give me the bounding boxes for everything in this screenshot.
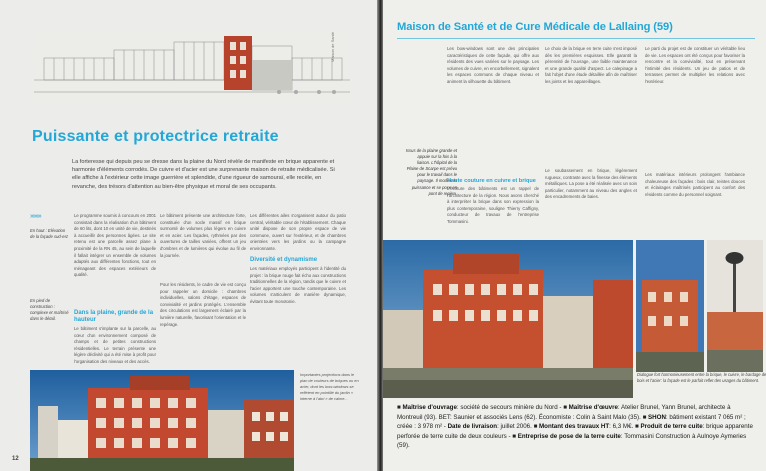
- credit-product-value: : brique apparente perforée de terre cuite de deux couleurs -: [397, 423, 753, 440]
- building-photo-main: [383, 240, 633, 398]
- page-number: 12: [12, 456, 19, 462]
- right-page: [383, 0, 766, 471]
- photo-caption-left: Importantes projections dans le plan de couleurs de briques ou en acier, dont les bow-windows se reflètent en pointillé du jardin « interne à l'abri » de calme...: [300, 372, 359, 401]
- building-photo-detail: [636, 240, 704, 372]
- right-column-2a: Le choix de la brique en terre cuite s'est imposé dès les premières esquisses. Elle garantit la pérennité de l'ouvrage, une faible maintenance et une grande qualité d'aspect. Le calepinage a fait l'objet d'une étude détaillée afin de maîtriser les joints et les appareillages.: [545, 46, 637, 84]
- subhead-plain: Dans la plaine, grande de la hauteur: [74, 310, 154, 323]
- right-column-3b: Les matériaux intérieurs prolongent l'ambiance chaleureuse des façades : bois clair, teintes douces et éclairages maîtrisés participent au confort des résidents comme du personnel soignant.: [645, 172, 745, 197]
- right-column-3a: Le parti du projet est de constituer un véritable lieu de vie. Les espaces ont été conçus pour favoriser la rencontre et la convivialité, tout en préservant l'intimité des résidents. Un jeu de patios et de terrasses permet de multiplier les relations avec l'extérieur.: [645, 46, 745, 84]
- credit-shon-value: : bâtiment existant 7 065 m² ; créée : 3 978 m² -: [397, 413, 746, 431]
- body-column-2a: Le bâtiment présente une architecture forte, constituée d'un socle massif en brique surmonté de volumes plus légers en cuivre et en acier. Les façades, rythmées par des ouvertures de tailles variées, offrent un jeu d'ombres et de lumières qui évolue au fil de la journée.: [160, 213, 246, 258]
- credit-contractor-value: : Tommasini Construction à Aulnoye Aymeries (59).: [397, 432, 747, 450]
- architectural-elevation-drawing: [34, 30, 350, 104]
- article-title: Puissante et protectrice retraite: [32, 128, 279, 145]
- credit-architect-value: : Atelier Brunel, Yann Brunel, architecte à Montreuil (93). BET: Saunier et associés Lens (62). Économiste : Colin à Saint Malo (35).: [397, 404, 731, 421]
- credit-architect-label: Maîtrise d'œuvre: [568, 404, 618, 411]
- body-column-3b: Les matériaux employés participent à l'identité du projet : la brique rouge fait écho aux constructions traditionnelles de la région, tandis que le cuivre et l'acier apportent une touche contemporaine. Les volumes s'articulent de manière dynamique, évitant toute monotonie.: [250, 266, 346, 304]
- left-page: [0, 0, 378, 471]
- caption-elevation: En haut : Elévation de la façade sud-est: [30, 228, 68, 239]
- article-intro: La forteresse qui depuis peu se dresse dans la plaine du Nord révèle de manifeste en brique apparente et harmonie d'éléments corrodés. De cuivre et d'acier est une surprenante maison de retraite médicalisée. Si elle affiche à l'extérieur cette image guerrière et splendide, d'une rigueur de samouraï, elle recèle, en revanche, des trésors d'attention au bien-être physique et moral de ses occupants.: [72, 159, 335, 190]
- credit-owner-label: Maîtrise d'ouvrage: [402, 404, 457, 411]
- title-rule: [397, 38, 755, 39]
- right-column-2b: Le soubassement en brique, légèrement rugueux, contraste avec la finesse des éléments métalliques. La pose a été réalisée avec un soin particulier, notamment au niveau des angles et des encadrements de baies.: [545, 168, 637, 200]
- credit-delivery-value: : juillet 2006.: [497, 423, 534, 431]
- body-column-3a: Les différentes ailes s'organisent autour du patio central, véritable cœur de l'établissement. Chaque unité dispose de son propre espace de vie commune, ouvert sur l'extérieur, et de chambres orientées vers les jardins ou la campagne environnante.: [250, 213, 346, 251]
- right-column-1b: L'écriture des bâtiments est un rappel de l'architecture de la région. Nous avons cherché à interpréter la brique dans son expression la plus contemporaine, souligne Thierry Caffigny, conducteur de travaux de l'entreprise Tommasini.: [447, 186, 539, 224]
- side-caption: Issus de la plaine grande et appuie sur la fois à la liaison. L'hôpital de la Plaine de Scarpe est prévu pour le travail dans le paysage. Il modèle la puissance et se pose en pont de repère.: [405, 148, 457, 196]
- arrow-decoration: ››››››››: [30, 213, 41, 220]
- project-title: Maison de Santé et de Cure Médicale de Lallaing (59): [397, 21, 673, 33]
- credit-amount-value: : 6,3 M€.: [609, 423, 635, 431]
- photo-caption-right: Dialogue fort harmonieusement entre la brique, le cuivre, le bardage de bois et l'acier: la façade est le parfait reflet des usages du bâtiment.: [637, 372, 766, 383]
- credit-shon-label: SHON: [648, 413, 666, 421]
- right-column-1a: Les bow-windows sont une des principales caractéristiques de cette façade, qui offre aux résidents des vues variées sur le paysage. Les volumes de cuivre, en encorbellement, signalent les espaces communs de chaque niveau et animent la silhouette du bâtiment.: [447, 46, 539, 84]
- subhead-diversity: Diversité et dynamisme: [250, 257, 318, 263]
- credit-owner-value: : société de secours minière du Nord -: [456, 404, 564, 411]
- subhead-couture: Haute couture en cuivre et brique: [447, 178, 536, 184]
- lamp-post-photo: [707, 240, 763, 372]
- drawing-side-note: Maison de Santé: [330, 31, 335, 62]
- credit-product-label: Produit de terre cuite: [640, 423, 703, 431]
- credit-amount-label: Montant des travaux HT: [539, 423, 610, 431]
- building-photo-left: [30, 370, 294, 471]
- project-credits: ■ Maîtrise d'ouvrage: société de secours minière du Nord - ■ Maîtrise d'œuvre: Atelier Brunel, Yann Brunel, architecte à Montreuil (93). BET: Saunier et associés Lens (62). Économiste : Colin à Saint Malo (35). ■ SHON: bâtiment existant 7 065 m² ; créée : 3 978 m² - Date de livraison: juillet 2006. ■ Montant des travaux HT: 6,3 M€. ■ Produit de terre cuite: brique apparente perforée de terre cuite de deux couleurs - ■ Entreprise de pose de la terre cuite: Tommasini Construction à Aulnoye Aymeries (59).: [397, 404, 753, 450]
- credit-contractor-label: Entreprise de pose de la terre cuite: [517, 432, 621, 440]
- body-column-1b: Le bâtiment s'implante sur la parcelle, au cœur d'un environnement composé de champs et de petites constructions résidentielles. Le terrain présente une légère déclivité qui a été mise à profit pour l'organisation des niveaux et des accès.: [74, 326, 156, 364]
- body-column-2b: Pour les résidents, le cadre de vie est conçu pour rappeler un domicile : chambres individuelles, salons d'étage, espaces de convivialité et jardins protégés. L'ensemble des circulations est largement éclairé par la lumière naturelle, favorisant l'orientation et le repérage.: [160, 282, 246, 327]
- credit-delivery-label: Date de livraison: [447, 423, 498, 431]
- caption-detail: En pied de construction : complexe et maîtrisé dans le détail.: [30, 298, 69, 321]
- body-column-1a: Le programme soumis à concours en 2001 consistait dans la réalisation d'un bâtiment de 60 lits, dont 10 en unité de vie, destinés à accueillir des personnes âgées. Le site retenu est une parcelle assez plane à proximité de la RN 45, au sein de laquelle il fallait intégrer un ensemble de volumes adaptés aux différentes fonctions, tout en ménageant des espaces extérieurs de qualité.: [74, 213, 156, 278]
